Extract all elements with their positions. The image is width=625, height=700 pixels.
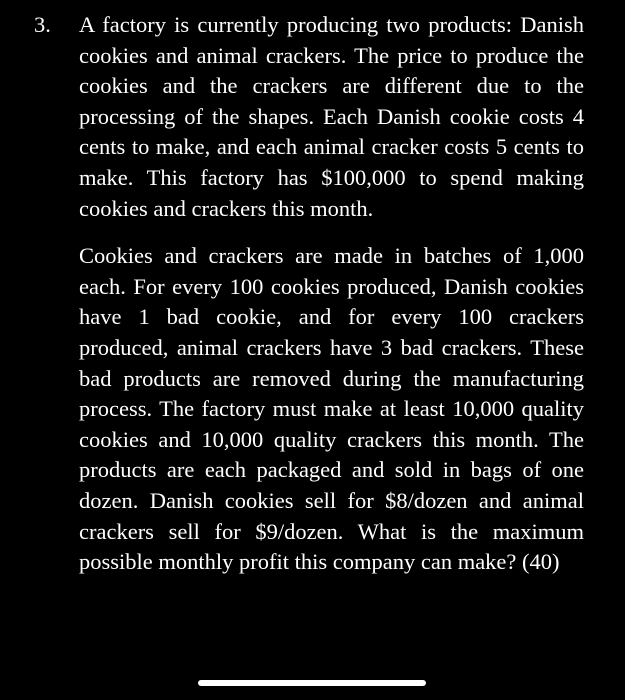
problem-text [79, 10, 584, 578]
problem-block [34, 10, 594, 578]
paragraph-setup: A factory is currently producing two products: Danish cookies and animal crackers. The price to produce the cookies and the crackers are different due to the processing of the shapes. Each Danish cookie costs 4 cents to make, and each animal cracker costs 5 cents to make. This factory has $100,000 to spend making cookies and crackers this month. [79, 12, 584, 221]
paragraph-question: Cookies and crackers are made in batches of 1,000 each. For every 100 cookies produced, Danish cookies have 1 bad cookie, and for every 100 crackers produced, animal crackers have 3 bad crackers. These bad products are removed during the manufacturing process. The factory must make at least 10,000 quality cookies and 10,000 quality crackers this month. The products are each packaged and sold in bags of one dozen. Danish cookies sell for $8/dozen and animal crackers sell for $9/dozen. What is the maximum possible monthly profit this company can make? (40) [79, 243, 584, 575]
home-indicator-bar[interactable] [198, 680, 426, 686]
problem-number: 3. [34, 12, 51, 37]
